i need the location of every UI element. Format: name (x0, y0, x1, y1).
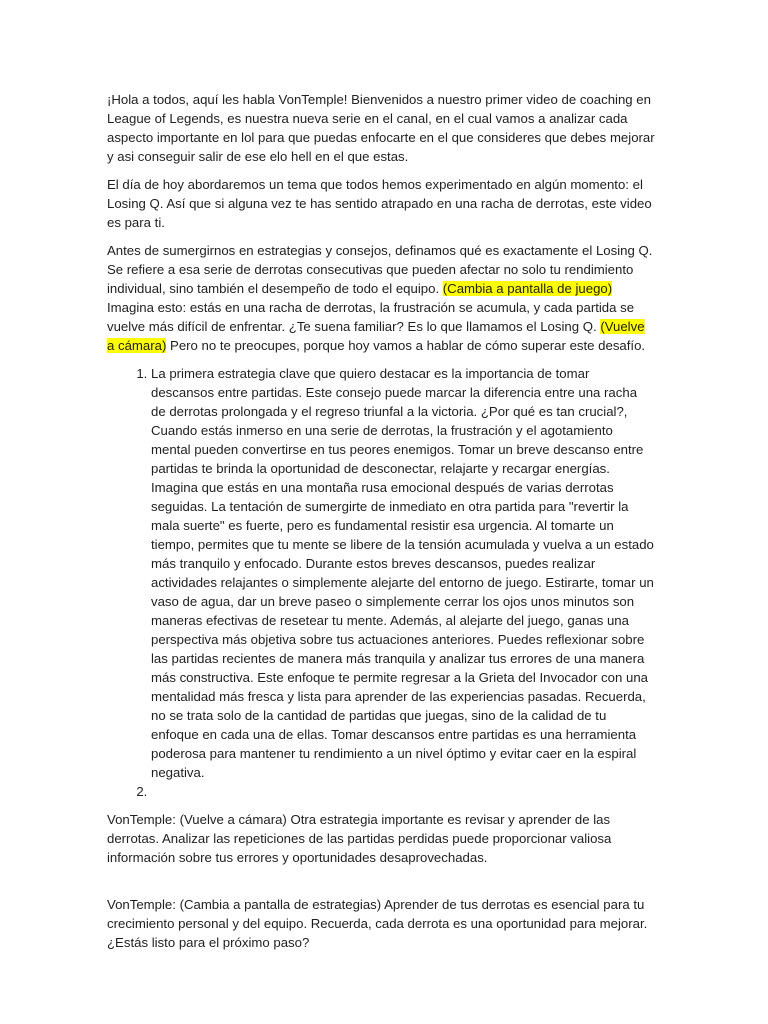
closing-paragraph: VonTemple: (Cambia a pantalla de estrategias) Aprender de tus derrotas es esencial para tu crecimiento personal y del equipo. Recuerda, cada derrota es una oportunidad para mejorar. ¿Estás listo para el próximo paso? (107, 897, 648, 950)
list-item-2 (151, 782, 655, 801)
definition-text-3: Pero no te preocupes, porque hoy vamos a hablar de cómo superar este desafío. (166, 338, 646, 353)
definition-text-2: Imagina esto: estás en una racha de derrotas, la frustración se acumula, y cada partida se vuelve más difícil de enfrentar. ¿Te suena familiar? Es lo que llamamos el Losing Q. (107, 300, 635, 334)
strategy-list (107, 364, 655, 801)
topic-paragraph: El día de hoy abordaremos un tema que todos hemos experimentado en algún momento: el Losing Q. Así que si alguna vez te has sentido atrapado en una racha de derrotas, este video es para ti. (107, 177, 652, 230)
definition-paragraph (107, 241, 655, 355)
stage-direction-highlight-camera: (Vuelve a cámara) (107, 319, 645, 353)
intro-paragraph: ¡Hola a todos, aquí les habla VonTemple! Bienvenidos a nuestro primer video de coaching en League of Legends, es nuestra nueva serie en el canal, en el cual vamos a analizar cada aspecto importante en lol para que puedas enfocarte en el que consideres que debes mejorar y asi conseguir salir de ese elo hell en el que estas. (107, 92, 655, 164)
document-page (107, 90, 655, 961)
list-item-1: 1. La primera estrategia clave que quiero destacar es la importancia de tomar descansos entre partidas. Este consejo puede marcar la diferencia entre una racha de derrotas prolongada y el regreso triunfal a la victoria. ¿Por qué es tan crucial?, Cuando estás inmerso en una serie de derrotas, la frustración y el agotamiento mental pueden convertirse en tus peores enemigos. Tomar un breve descanso entre partidas te brinda la oportunidad de desconectar, relajarte y recargar energías. Imagina que estás en una montaña rusa emocional después de varias derrotas seguidas. La tentación de sumergirte de inmediato en otra partida para "revertir la mala suerte" es fuerte, pero es fundamental resistir esa urgencia. Al tomarte un tiempo, permites que tu mente se libere de la tensión acumulada y vuelva a un estado más tranquilo y enfocado. Durante estos breves descansos, puedes realizar actividades relajantes o simplemente alejarte del entorno de juego. Estirarte, tomar un vaso de agua, dar un breve paseo o simplemente cerrar los ojos unos minutos son maneras efectivas de resetear tu mente. Además, al alejarte del juego, ganas una perspectiva más objetiva sobre tus actuaciones anteriores. Puedes reflexionar sobre las partidas recientes de manera más tranquila y analizar tus errores de una manera más constructiva. Este enfoque te permite regresar a la Grieta del Invocador con una mentalidad más fresca y lista para aprender de las experiencias pasadas. Recuerda, no se trata solo de la cantidad de partidas que juegas, sino de la calidad de tu enfoque en cada una de ellas. Tomar descansos entre partidas es una herramienta poderosa para mantener tu rendimiento a un nivel óptimo y evitar caer en la espiral negativa. (151, 364, 655, 782)
definition-text-1: Antes de sumergirnos en estrategias y consejos, definamos qué es exactamente el Losing Q. Se refiere a esa serie de derrotas consecutivas que pueden afectar no solo tu rendimiento individual, sino también el desempeño de todo el equipo. (107, 243, 653, 296)
review-paragraph: VonTemple: (Vuelve a cámara) Otra estrategia importante es revisar y aprender de las derrotas. Analizar las repeticiones de las partidas perdidas puede proporcionar valiosa información sobre tus errores y oportunidades desaprovechadas. (107, 812, 612, 865)
blank-line (107, 876, 655, 895)
stage-direction-highlight-game: (Cambia a pantalla de juego) (442, 281, 613, 296)
